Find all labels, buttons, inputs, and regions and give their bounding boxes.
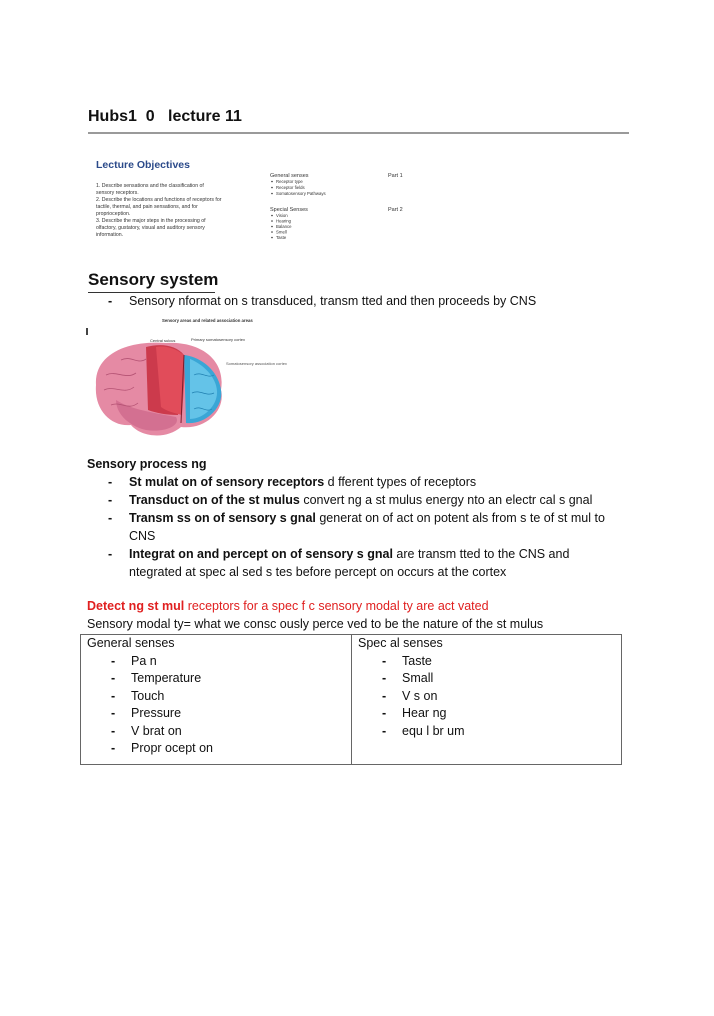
brain-label-top: Sensory areas and related association areas bbox=[162, 318, 253, 323]
part2-label: Part 2 bbox=[388, 207, 403, 213]
special-senses-header: Spec al senses bbox=[358, 636, 443, 650]
general-sense-sub: Somatosensory Pathways bbox=[276, 191, 326, 196]
special-senses-list bbox=[358, 653, 615, 741]
processing-item: - Transm ss on of sensory s gnal generat on of act on potent als from s te of st mul to bbox=[108, 511, 605, 525]
processing-item: - St mulat on of sensory receptors d fferent types of receptors bbox=[108, 475, 477, 489]
objective-line: information. bbox=[96, 232, 124, 238]
sensory-system-heading: Sensory system bbox=[88, 270, 219, 289]
special-senses-label: Special Senses bbox=[270, 207, 308, 213]
general-senses-header: General senses bbox=[87, 636, 175, 650]
general-sense-sub: Receptor fields bbox=[276, 185, 305, 190]
special-sense-item: - Hear ng bbox=[382, 705, 615, 723]
modality-definition: Sensory modal ty= what we consc ously perce ved to be the nature of the st mulus bbox=[87, 617, 544, 631]
processing-item-continuation: ntegrated at spec al sed s tes before percept on occurs at the cortex bbox=[129, 565, 507, 579]
brain-illustration bbox=[86, 315, 287, 445]
general-sense-item: - V brat on bbox=[111, 723, 345, 741]
processing-item-continuation: CNS bbox=[129, 529, 156, 543]
objective-line: sensory receptors. bbox=[96, 190, 139, 196]
special-sense-sub: Vision bbox=[276, 213, 288, 218]
title-divider bbox=[88, 132, 629, 134]
general-senses-label: General senses bbox=[270, 173, 309, 179]
special-sense-sub: Balance bbox=[276, 224, 292, 229]
special-sense-sub: Hearing bbox=[276, 218, 292, 224]
general-sense-item: - Temperature bbox=[111, 670, 345, 688]
special-sense-sub: Taste bbox=[276, 235, 287, 240]
special-sense-item: - Small bbox=[382, 670, 615, 688]
special-senses-cell bbox=[352, 635, 622, 765]
special-sense-item: - Taste bbox=[382, 653, 615, 671]
special-sense-item: - V s on bbox=[382, 688, 615, 706]
objective-line: tactile, thermal, and pain sensations, and for bbox=[96, 204, 198, 210]
general-senses-cell bbox=[81, 635, 352, 765]
senses-table bbox=[80, 634, 622, 765]
general-sense-item: - Touch bbox=[111, 688, 345, 706]
special-sense-sub: Smell bbox=[276, 229, 287, 235]
brain-label-central: Central sulcus bbox=[150, 338, 176, 343]
brain-label-primary: Primary somatosensory cortex bbox=[191, 337, 246, 342]
lecture-objectives-image bbox=[88, 155, 418, 250]
detecting-stimuli-line: Detect ng st mul receptors for a spec f c sensory modal ty are act vated bbox=[87, 599, 489, 613]
brain-label-assoc: Somatosensory association cortex bbox=[226, 361, 287, 366]
document-page: Hubs1 0 lecture 11 Lecture Objectives 1. Describe sensations and the classification of sensory receptors. 2. Describe the locations and functions of receptors for tactile, thermal, and pain sensations, and for proprioception. 3. Describe the major steps in the processing of olfactory, gustatory, visual and auditory sensory information. General senses Receptor type Receptor fields Somatosensory Pathways Special Senses Vision Hearing Balance Smell Taste Part 1 Part 2 Sensory system - Sensory nformat on s transduced, transm tted and then proceeds by CNS Sensory areas and related association areas Central sulcus Primary somatosensory cortex Somatosensory association cortex Sensory process ng - St mulat on of sensory receptors d fferent types of receptors - Transduct on of the st mulus convert ng a st mulus energy nto an electr cal s gnal - Transm ss on of sensory s gnal generat on of act on potent als from s te of st mul to CNS - Integrat on and percept on of sensory s gnal are transm tted to the CNS and ntegrated at spec al sed s tes before percept on occurs at the cortex Detect ng st mul receptors for a spec f c sensory modal ty are act vated Sensory modal ty= what we consc ously perce ved to be the nature of the st mulus General senses - Pa n - Temperature - Touch - Pressure - V brat on - Propr ocept on Spec al senses - Taste - Small - V s on - Hear ng - equ l br um bbox=[0, 0, 714, 1016]
objective-line: olfactory, gustatory, visual and auditory sensory bbox=[96, 225, 205, 231]
processing-item: - Integrat on and percept on of sensory s gnal are transm tted to the CNS and bbox=[108, 547, 570, 561]
processing-list bbox=[108, 474, 648, 582]
objective-line: 1. Describe sensations and the classification of bbox=[96, 183, 204, 189]
page-title: Hubs1 0 lecture 11 bbox=[88, 108, 242, 125]
special-sense-item: - equ l br um bbox=[382, 723, 615, 741]
objective-line: 2. Describe the locations and functions of receptors for bbox=[96, 197, 222, 203]
general-sense-item: - Pressure bbox=[111, 705, 345, 723]
processing-heading: Sensory process ng bbox=[87, 457, 207, 471]
processing-item: - Transduct on of the st mulus convert ng a st mulus energy nto an electr cal s gnal bbox=[108, 493, 593, 507]
general-senses-list bbox=[87, 653, 345, 758]
objective-line: 3. Describe the major steps in the processing of bbox=[96, 218, 206, 224]
part1-label: Part 1 bbox=[388, 173, 403, 179]
general-sense-sub: Receptor type bbox=[276, 179, 303, 184]
general-sense-item: - Pa n bbox=[111, 653, 345, 671]
bullet-text: Sensory nformat on s transduced, transm tted and then proceeds by CNS bbox=[129, 294, 537, 308]
general-sense-item: - Propr ocept on bbox=[111, 740, 345, 758]
objectives-heading: Lecture Objectives bbox=[96, 159, 190, 171]
objective-line: proprioception. bbox=[96, 211, 131, 217]
